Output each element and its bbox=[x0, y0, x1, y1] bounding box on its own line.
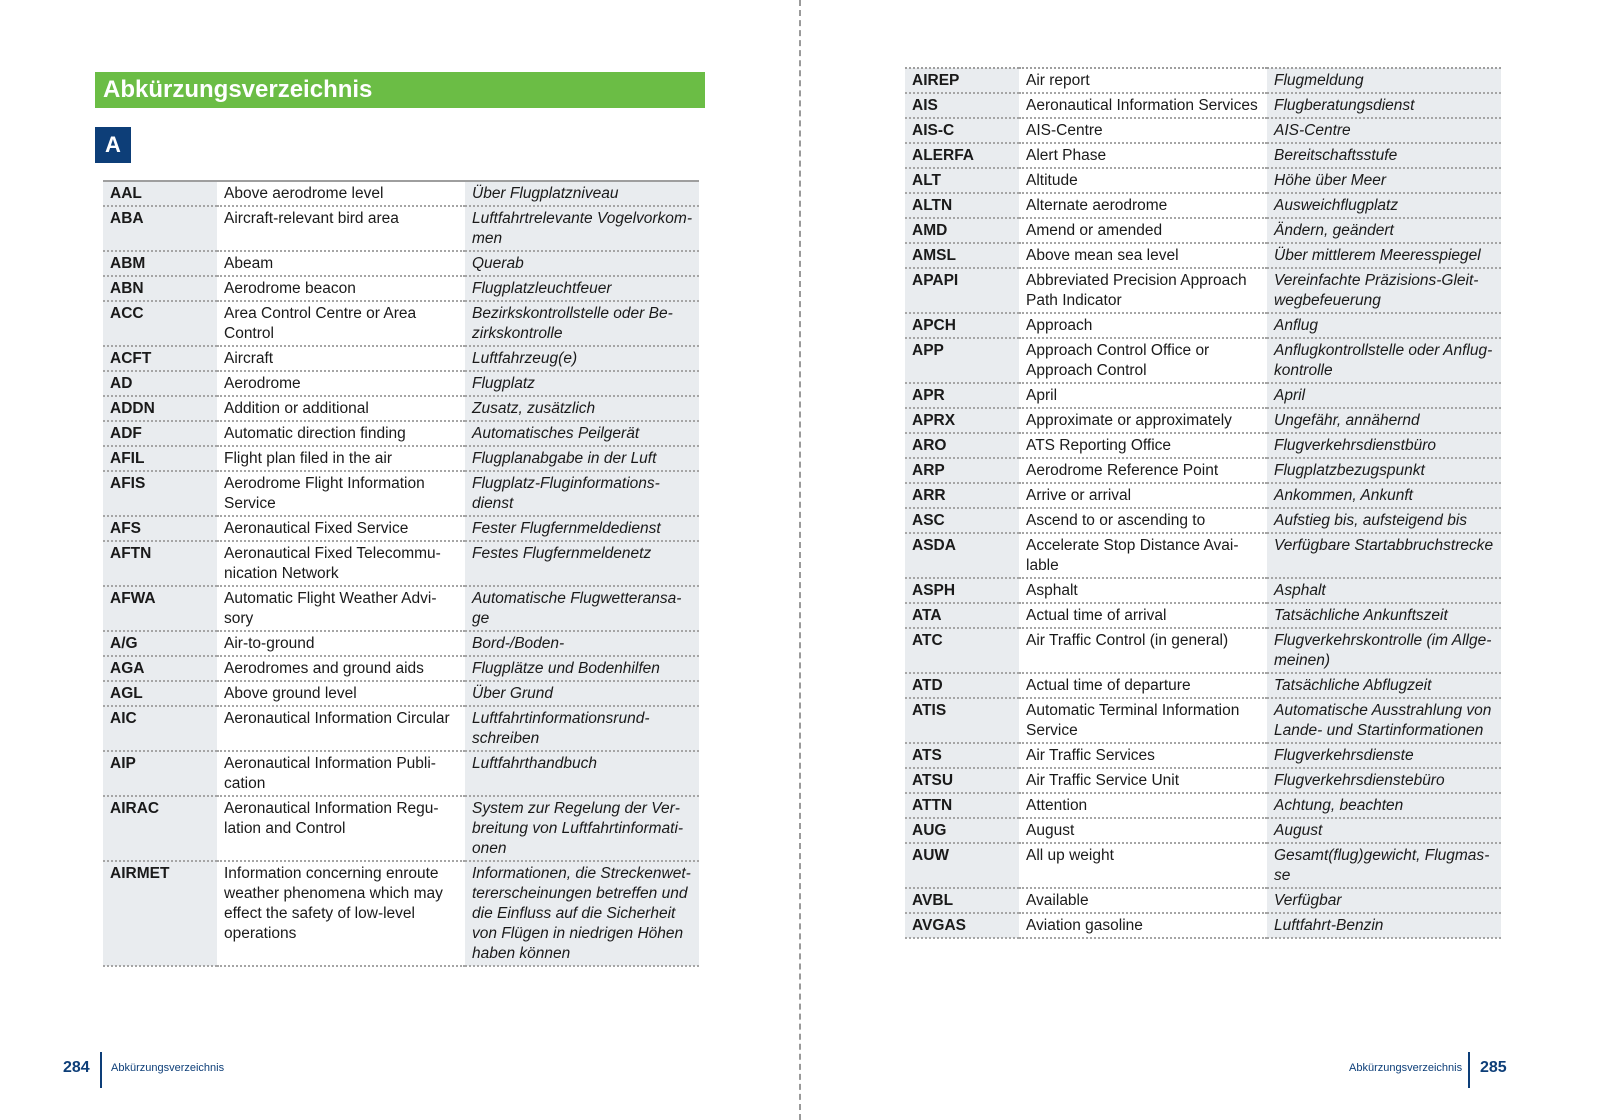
table-row bbox=[103, 446, 699, 471]
table-row bbox=[905, 768, 1501, 793]
german-meaning: Bezirkskontrollstelle oder Bezirkskontrolle bbox=[465, 301, 699, 346]
abbreviation-code: ADDN bbox=[103, 396, 217, 421]
english-meaning: Aerodrome beacon bbox=[224, 280, 356, 297]
page-number-left: 284 bbox=[63, 1059, 90, 1076]
table-row bbox=[103, 861, 699, 966]
abbreviation-code: ABM bbox=[103, 251, 217, 276]
german-meaning: Automatische Flugwetteransage bbox=[465, 586, 699, 631]
english-meaning: Aircraft-relevant bird area bbox=[224, 210, 399, 227]
english-meaning: Abbreviated Precision Approach Path Indicator bbox=[1026, 272, 1247, 309]
abbreviation-table-left bbox=[103, 180, 699, 967]
german-meaning: Anflugkontrollstelle oder Anflugkontrolle bbox=[1267, 338, 1501, 383]
table-row bbox=[905, 193, 1501, 218]
table-row bbox=[103, 276, 699, 301]
abbreviation-code: APCH bbox=[905, 313, 1019, 338]
abbreviation-code: AGL bbox=[103, 681, 217, 706]
english-meaning: Approximate or approximately bbox=[1026, 412, 1232, 429]
abbreviation-code: AFIL bbox=[103, 446, 217, 471]
table-row bbox=[905, 483, 1501, 508]
german-meaning: Asphalt bbox=[1267, 578, 1501, 603]
abbreviation-code: AIRMET bbox=[103, 861, 217, 966]
table-row bbox=[905, 603, 1501, 628]
english-meaning: Ascend to or ascending to bbox=[1026, 512, 1206, 529]
table-row bbox=[905, 168, 1501, 193]
abbreviation-code: AIREP bbox=[905, 68, 1019, 93]
abbreviation-code: AVGAS bbox=[905, 913, 1019, 938]
german-meaning: Flugplanabgabe in der Luft bbox=[465, 446, 699, 471]
english-meaning: Asphalt bbox=[1026, 582, 1078, 599]
table-row bbox=[103, 206, 699, 251]
table-row bbox=[905, 118, 1501, 143]
page-number-right: 285 bbox=[1480, 1059, 1507, 1076]
english-meaning: April bbox=[1026, 387, 1058, 404]
english-meaning: Arrive or arrival bbox=[1026, 487, 1132, 504]
table-row bbox=[103, 706, 699, 751]
abbreviation-code: ATC bbox=[905, 628, 1019, 673]
abbreviation-code: ASDA bbox=[905, 533, 1019, 578]
abbreviation-code: AIS bbox=[905, 93, 1019, 118]
english-meaning: Amend or amended bbox=[1026, 222, 1163, 239]
abbreviation-code: AIP bbox=[103, 751, 217, 796]
abbreviation-code: AMSL bbox=[905, 243, 1019, 268]
abbreviation-code: ASC bbox=[905, 508, 1019, 533]
table-row bbox=[905, 533, 1501, 578]
table-row bbox=[905, 913, 1501, 938]
german-meaning: Ausweichflugplatz bbox=[1267, 193, 1501, 218]
abbreviation-table-right bbox=[905, 67, 1501, 939]
english-meaning: Aeronautical Information Publication bbox=[224, 755, 436, 792]
table-row bbox=[103, 681, 699, 706]
abbreviation-code: ALT bbox=[905, 168, 1019, 193]
german-meaning: Über mittlerem Meeresspiegel bbox=[1267, 243, 1501, 268]
english-meaning: Area Control Centre or Area Control bbox=[224, 305, 417, 342]
english-meaning: Above mean sea level bbox=[1026, 247, 1179, 264]
table-row bbox=[103, 751, 699, 796]
german-meaning: Luftfahrtinformationsrundschreiben bbox=[465, 706, 699, 751]
german-meaning: Flugmeldung bbox=[1267, 68, 1501, 93]
german-meaning: Flugberatungsdienst bbox=[1267, 93, 1501, 118]
table-row bbox=[103, 181, 699, 206]
german-meaning: Höhe über Meer bbox=[1267, 168, 1501, 193]
abbreviation-code: AIS-C bbox=[905, 118, 1019, 143]
abbreviation-code: ATS bbox=[905, 743, 1019, 768]
german-meaning: Achtung, beachten bbox=[1267, 793, 1501, 818]
table-row bbox=[905, 383, 1501, 408]
german-meaning: April bbox=[1267, 383, 1501, 408]
english-meaning: Altitude bbox=[1026, 172, 1078, 189]
table-row bbox=[905, 673, 1501, 698]
german-meaning: Verfügbar bbox=[1267, 888, 1501, 913]
table-row bbox=[103, 251, 699, 276]
german-meaning: August bbox=[1267, 818, 1501, 843]
table-row bbox=[103, 516, 699, 541]
german-meaning: Flugplatz bbox=[465, 371, 699, 396]
table-row bbox=[103, 631, 699, 656]
german-meaning: Aufstieg bis, aufsteigend bis bbox=[1267, 508, 1501, 533]
english-meaning: Attention bbox=[1026, 797, 1088, 814]
german-meaning: Flugplatzbezugspunkt bbox=[1267, 458, 1501, 483]
table-row bbox=[905, 243, 1501, 268]
abbreviation-code: AFTN bbox=[103, 541, 217, 586]
english-meaning: Flight plan filed in the air bbox=[224, 450, 393, 467]
abbreviation-code: ADF bbox=[103, 421, 217, 446]
abbreviation-code: APAPI bbox=[905, 268, 1019, 313]
english-meaning: Aeronautical Fixed Service bbox=[224, 520, 409, 537]
german-meaning: Flugverkehrsdienstebüro bbox=[1267, 768, 1501, 793]
abbreviation-code: AFIS bbox=[103, 471, 217, 516]
section-letter: A bbox=[95, 127, 131, 163]
english-meaning: Air Traffic Control (in general) bbox=[1026, 632, 1229, 649]
abbreviation-code: APR bbox=[905, 383, 1019, 408]
english-meaning: Information concerning enroute weather phenomena which may effect the safety of low-level operations bbox=[224, 865, 443, 942]
english-meaning: Air report bbox=[1026, 72, 1090, 89]
german-meaning: Luftfahrzeug(e) bbox=[465, 346, 699, 371]
abbreviation-code: AFWA bbox=[103, 586, 217, 631]
abbreviation-code: A/G bbox=[103, 631, 217, 656]
english-meaning: Aerodromes and ground aids bbox=[224, 660, 424, 677]
footer-label-right: Abkürzungsverzeichnis bbox=[1349, 1062, 1463, 1074]
table-row bbox=[103, 421, 699, 446]
abbreviation-code: ATD bbox=[905, 673, 1019, 698]
english-meaning: Air Traffic Services bbox=[1026, 747, 1155, 764]
english-meaning: Addition or additional bbox=[224, 400, 369, 417]
abbreviation-code: ALTN bbox=[905, 193, 1019, 218]
english-meaning: August bbox=[1026, 822, 1075, 839]
english-meaning: Aerodrome bbox=[224, 375, 301, 392]
table-row bbox=[905, 628, 1501, 673]
right-page bbox=[800, 0, 1597, 1120]
german-meaning: Flugverkehrskontrolle (im Allgemeinen) bbox=[1267, 628, 1501, 673]
german-meaning: Automatische Ausstrahlung von Lande- und Startinformationen bbox=[1267, 698, 1501, 743]
german-meaning: Ankommen, Ankunft bbox=[1267, 483, 1501, 508]
table-row bbox=[103, 346, 699, 371]
english-meaning: Air Traffic Service Unit bbox=[1026, 772, 1180, 789]
english-meaning: Actual time of arrival bbox=[1026, 607, 1167, 624]
footer-label-left: Abkürzungsverzeichnis bbox=[111, 1062, 225, 1074]
table-row bbox=[905, 143, 1501, 168]
german-meaning: Informationen, die Streckenwettererscheinungen betreffen und die Einfluss auf die Sicherheit von Flügen in niedrigen Höhen haben können bbox=[465, 861, 699, 966]
table-row bbox=[905, 888, 1501, 913]
abbreviation-code: AFS bbox=[103, 516, 217, 541]
table-row bbox=[103, 796, 699, 861]
german-meaning: Ungefähr, annähernd bbox=[1267, 408, 1501, 433]
abbreviation-code: ASPH bbox=[905, 578, 1019, 603]
table-row bbox=[905, 93, 1501, 118]
abbreviation-code: AGA bbox=[103, 656, 217, 681]
abbreviation-code: ABA bbox=[103, 206, 217, 251]
english-meaning: Actual time of departure bbox=[1026, 677, 1191, 694]
abbreviation-code: ATSU bbox=[905, 768, 1019, 793]
german-meaning: Zusatz, zusätzlich bbox=[465, 396, 699, 421]
german-meaning: Über Grund bbox=[465, 681, 699, 706]
abbreviation-code: AD bbox=[103, 371, 217, 396]
abbreviation-code: ARO bbox=[905, 433, 1019, 458]
german-meaning: Bord-/Boden- bbox=[465, 631, 699, 656]
table-row bbox=[103, 541, 699, 586]
german-meaning: AIS-Centre bbox=[1267, 118, 1501, 143]
german-meaning: Ändern, geändert bbox=[1267, 218, 1501, 243]
english-meaning: Above ground level bbox=[224, 685, 357, 702]
english-meaning: Approach Control Office or Approach Control bbox=[1026, 342, 1210, 379]
german-meaning: Fester Flugfernmeldedienst bbox=[465, 516, 699, 541]
table-row bbox=[905, 843, 1501, 888]
english-meaning: All up weight bbox=[1026, 847, 1114, 864]
german-meaning: Luftfahrt-Benzin bbox=[1267, 913, 1501, 938]
english-meaning: Alternate aerodrome bbox=[1026, 197, 1168, 214]
table-row bbox=[905, 408, 1501, 433]
german-meaning: Flugplätze und Bodenhilfen bbox=[465, 656, 699, 681]
abbreviation-code: APP bbox=[905, 338, 1019, 383]
german-meaning: Gesamt(flug)gewicht, Flugmasse bbox=[1267, 843, 1501, 888]
abbreviation-code: ALERFA bbox=[905, 143, 1019, 168]
german-meaning: Bereitschaftsstufe bbox=[1267, 143, 1501, 168]
table-row bbox=[103, 471, 699, 516]
table-row bbox=[103, 371, 699, 396]
german-meaning: Flugplatz-Fluginformationsdienst bbox=[465, 471, 699, 516]
english-meaning: Aerodrome Flight Information Service bbox=[224, 475, 425, 512]
german-meaning: Flugverkehrsdienstbüro bbox=[1267, 433, 1501, 458]
german-meaning: Verfügbare Startabbruchstrecke bbox=[1267, 533, 1501, 578]
table-row bbox=[905, 313, 1501, 338]
english-meaning: Aeronautical Information Regulation and Control bbox=[224, 800, 439, 837]
english-meaning: Air-to-ground bbox=[224, 635, 315, 652]
abbreviation-code: ARP bbox=[905, 458, 1019, 483]
footer-divider-left bbox=[100, 1052, 102, 1088]
abbreviation-code: AUW bbox=[905, 843, 1019, 888]
german-meaning: Vereinfachte Präzisions-Gleitwegbefeuerung bbox=[1267, 268, 1501, 313]
german-meaning: Flugverkehrsdienste bbox=[1267, 743, 1501, 768]
abbreviation-code: ACC bbox=[103, 301, 217, 346]
english-meaning: Aeronautical Fixed Telecommunication Network bbox=[224, 545, 441, 582]
table-row bbox=[905, 793, 1501, 818]
abbreviation-code: AVBL bbox=[905, 888, 1019, 913]
table-row bbox=[905, 68, 1501, 93]
abbreviation-code: AIC bbox=[103, 706, 217, 751]
german-meaning: Festes Flugfernmeldenetz bbox=[465, 541, 699, 586]
german-meaning: Anflug bbox=[1267, 313, 1501, 338]
abbreviation-code: ACFT bbox=[103, 346, 217, 371]
abbreviation-code: ATIS bbox=[905, 698, 1019, 743]
english-meaning: Above aerodrome level bbox=[224, 185, 384, 202]
abbreviation-code: AIRAC bbox=[103, 796, 217, 861]
table-row bbox=[905, 458, 1501, 483]
abbreviation-code: ABN bbox=[103, 276, 217, 301]
table-row bbox=[103, 656, 699, 681]
table-row bbox=[905, 578, 1501, 603]
english-meaning: Automatic Flight Weather Advisory bbox=[224, 590, 437, 627]
german-meaning: Luftfahrtrelevante Vogelvorkommen bbox=[465, 206, 699, 251]
table-row bbox=[905, 338, 1501, 383]
english-meaning: Aeronautical Information Services bbox=[1026, 97, 1258, 114]
abbreviation-code: ARR bbox=[905, 483, 1019, 508]
german-meaning: Automatisches Peilgerät bbox=[465, 421, 699, 446]
abbreviation-code: ATA bbox=[905, 603, 1019, 628]
abbreviation-code: ATTN bbox=[905, 793, 1019, 818]
abbreviation-code: AAL bbox=[103, 181, 217, 206]
footer-divider-right bbox=[1468, 1052, 1470, 1088]
table-row bbox=[103, 396, 699, 421]
german-meaning: Luftfahrthandbuch bbox=[465, 751, 699, 796]
section-title-banner: Abkürzungsverzeichnis bbox=[95, 72, 705, 108]
table-row bbox=[905, 218, 1501, 243]
abbreviation-code: AUG bbox=[905, 818, 1019, 843]
table-row bbox=[905, 698, 1501, 743]
table-row bbox=[905, 508, 1501, 533]
german-meaning: Querab bbox=[465, 251, 699, 276]
table-row bbox=[103, 301, 699, 346]
english-meaning: Aviation gasoline bbox=[1026, 917, 1143, 934]
english-meaning: Aerodrome Reference Point bbox=[1026, 462, 1219, 479]
english-meaning: Available bbox=[1026, 892, 1089, 909]
english-meaning: AIS-Centre bbox=[1026, 122, 1103, 139]
german-meaning: Tatsächliche Ankunftszeit bbox=[1267, 603, 1501, 628]
table-row bbox=[905, 433, 1501, 458]
abbreviation-code: APRX bbox=[905, 408, 1019, 433]
german-meaning: Über Flugplatzniveau bbox=[465, 181, 699, 206]
table-row bbox=[905, 818, 1501, 843]
english-meaning: Approach bbox=[1026, 317, 1093, 334]
english-meaning: Alert Phase bbox=[1026, 147, 1107, 164]
german-meaning: Tatsächliche Abflugzeit bbox=[1267, 673, 1501, 698]
english-meaning: Automatic direction finding bbox=[224, 425, 406, 442]
german-meaning: System zur Regelung der Verbreitung von Luftfahrtinformationen bbox=[465, 796, 699, 861]
english-meaning: Aircraft bbox=[224, 350, 274, 367]
german-meaning: Flugplatzleuchtfeuer bbox=[465, 276, 699, 301]
table-row bbox=[103, 586, 699, 631]
english-meaning: Accelerate Stop Distance Available bbox=[1026, 537, 1239, 574]
english-meaning: Automatic Terminal Information Service bbox=[1026, 702, 1240, 739]
english-meaning: ATS Reporting Office bbox=[1026, 437, 1172, 454]
table-row bbox=[905, 268, 1501, 313]
english-meaning: Abeam bbox=[224, 255, 274, 272]
table-row bbox=[905, 743, 1501, 768]
english-meaning: Aeronautical Information Circular bbox=[224, 710, 450, 727]
abbreviation-code: AMD bbox=[905, 218, 1019, 243]
